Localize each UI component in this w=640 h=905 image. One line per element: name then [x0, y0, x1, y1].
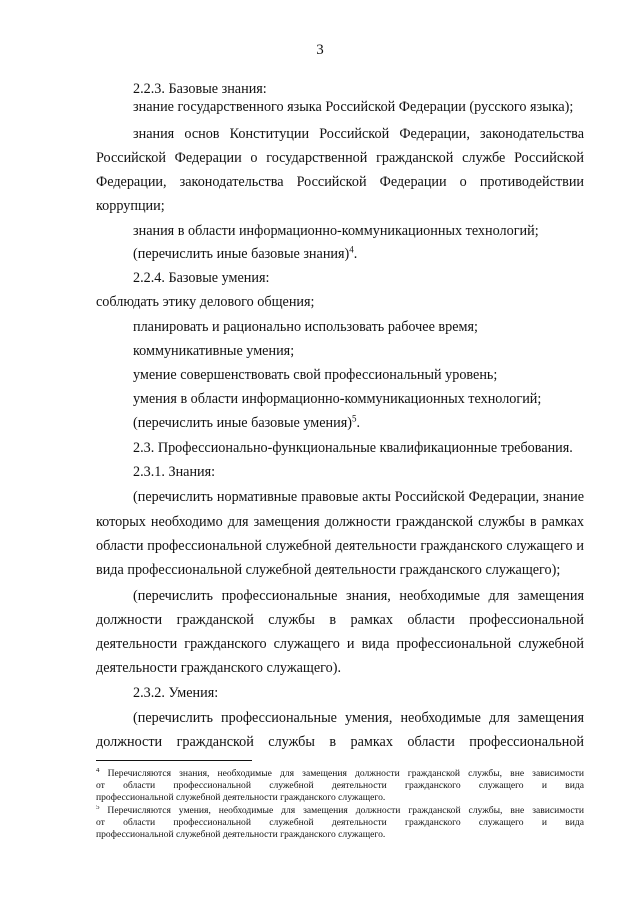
body-line: планировать и рационально использовать рабочее время;	[133, 319, 478, 335]
body-line: знание государственного языка Российской Федерации (русского языка);	[133, 99, 574, 115]
body-line: должности гражданской службы в рамках области профессиональной	[96, 612, 584, 628]
heading-2-2-3: 2.2.3. Базовые знания:	[133, 81, 267, 97]
footnote-line: профессиональной служебной деятельности гражданского служащего.	[96, 829, 386, 840]
body-line: (перечислить профессиональные знания, необходимые для замещения	[133, 588, 584, 604]
body-line: умение совершенствовать свой профессиональный уровень;	[133, 367, 498, 383]
heading-2-3-1: 2.3.1. Знания:	[133, 464, 216, 480]
body-line: коррупции;	[96, 198, 165, 214]
footnote-ref-5: 5	[351, 413, 357, 424]
body-line: (перечислить профессиональные умения, необходимые для замещения	[133, 710, 584, 726]
heading-2-2-4: 2.2.4. Базовые умения:	[133, 270, 270, 286]
body-line: деятельности гражданского служащего).	[96, 660, 341, 676]
page-number: 3	[316, 42, 324, 58]
body-line: вида профессиональной служебной деятельности гражданского служащего);	[96, 562, 561, 578]
footnote-line: от области профессиональной служебной деятельности гражданского служащего и вида	[96, 780, 584, 791]
body-line: деятельности гражданского служащего и вида профессиональной служебной	[96, 636, 584, 652]
footnote-line: от области профессиональной служебной деятельности гражданского служащего и вида	[96, 817, 584, 828]
body-line: соблюдать этику делового общения;	[96, 294, 315, 310]
footnote-separator	[96, 760, 252, 761]
footnote-ref-4: 4	[349, 244, 354, 255]
body-line: Федерации, законодательства Российской Федерации о противодействии	[96, 174, 584, 190]
body-line: (перечислить иные базовые знания)$^4$.	[133, 244, 358, 262]
body-line: знания основ Конституции Российской Федерации, законодательства	[133, 126, 584, 142]
body-line: которых необходимо для замещения должности гражданской службы в рамках	[96, 514, 584, 530]
footnote-5: $^5$ Перечисляются умения, необходимые для замещения должности гражданской службы, вне зависимости	[96, 805, 584, 816]
footnote-4: $^4$ Перечисляются знания, необходимые для замещения должности гражданской службы, вне зависимости	[96, 768, 584, 779]
body-line: умения в области информационно-коммуникационных технологий;	[133, 391, 542, 407]
heading-2-3: 2.3. Профессионально-функциональные квалификационные требования.	[133, 440, 573, 456]
body-line: Российской Федерации о государственной гражданской службе Российской	[96, 150, 584, 166]
body-line: знания в области информационно-коммуникационных технологий;	[133, 223, 539, 239]
body-line: должности гражданской службы в рамках области профессиональной	[96, 734, 584, 750]
body-line: (перечислить нормативные правовые акты Российской Федерации, знание	[133, 489, 584, 505]
body-line: коммуникативные умения;	[133, 343, 295, 359]
heading-2-3-2: 2.3.2. Умения:	[133, 685, 219, 701]
body-line: области профессиональной служебной деятельности гражданского служащего и	[96, 538, 584, 554]
footnote-line: профессиональной служебной деятельности гражданского служащего.	[96, 792, 386, 803]
body-line: (перечислить иные базовые умения)$^5$.	[133, 413, 360, 431]
